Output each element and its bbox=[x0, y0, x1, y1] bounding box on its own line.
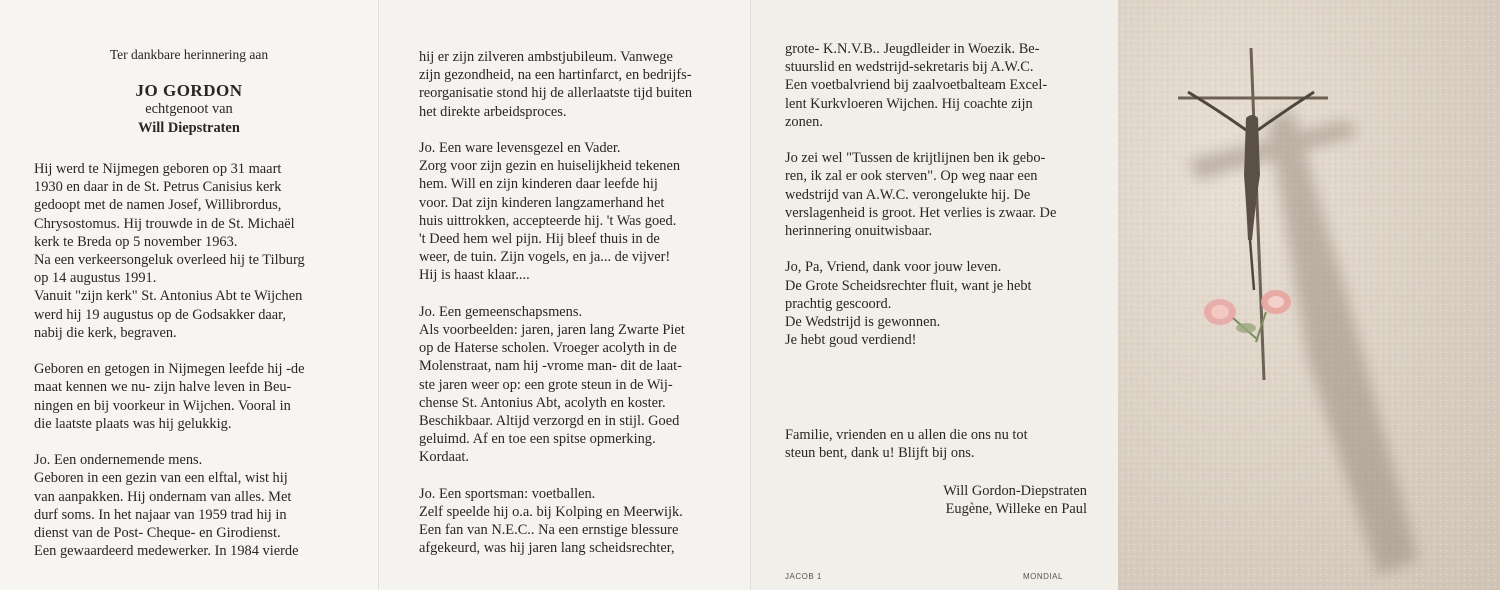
paragraph-spacer bbox=[34, 433, 336, 451]
text-line: reorganisatie stond hij de allerlaatste tijd buiten bbox=[419, 85, 693, 102]
text-line: gedoopt met de namen Josef, Willibrordus, bbox=[34, 197, 282, 214]
text-line: Een fan van N.E.C.. Na een ernstige blessure bbox=[419, 522, 679, 539]
paragraph-spacer bbox=[785, 131, 1087, 149]
text-line: prachtig gescoord. bbox=[785, 295, 892, 312]
text-line: wedstrijd van A.W.C. verongelukte hij. De bbox=[785, 186, 1031, 203]
text-line: Vanuit "zijn kerk" St. Antonius Abt te Wijchen bbox=[34, 288, 303, 305]
spouse-name: Will Diepstraten bbox=[138, 119, 240, 136]
text-line: Zelf speelde hij o.a. bij Kolping en Meerwijk. bbox=[419, 504, 683, 521]
text-line: Zorg voor zijn gezin en huiselijkheid tekenen bbox=[419, 158, 681, 175]
signature-line: Eugène, Willeke en Paul bbox=[945, 501, 1087, 518]
text-line: De Wedstrijd is gewonnen. bbox=[785, 314, 941, 331]
text-line: het direkte arbeidsproces. bbox=[419, 103, 567, 120]
text-line: Na een verkeersongeluk overleed hij te Tilburg bbox=[34, 252, 305, 269]
signature-block bbox=[785, 482, 1087, 518]
text-line: Chrysostomus. Hij trouwde in de St. Michaël bbox=[34, 215, 295, 232]
text-line: Je hebt goud verdiend! bbox=[785, 332, 917, 349]
thanks-line: steun bent, dank u! Blijft bij ons. bbox=[785, 445, 975, 462]
text-line: Een gewaardeerd medewerker. In 1984 vierde bbox=[34, 543, 299, 560]
paragraph-spacer bbox=[34, 342, 336, 360]
text-line: zijn gezondheid, na een hartinfarct, en bedrijfs- bbox=[419, 67, 692, 84]
card-panel-2 bbox=[378, 0, 750, 590]
biography-text-3 bbox=[785, 40, 1087, 349]
text-line: Geboren en getogen in Nijmegen leefde hij -de bbox=[34, 361, 305, 378]
text-line: op 14 augustus 1991. bbox=[34, 270, 157, 287]
intro-text: Ter dankbare herinnering aan bbox=[109, 47, 269, 62]
text-line: Hij is haast klaar.... bbox=[419, 267, 530, 284]
text-line: Geboren in een gezin van een elftal, wist hij bbox=[34, 470, 288, 487]
text-line: Jo. Een gemeenschapsmens. bbox=[419, 303, 583, 320]
text-line: grote- K.N.V.B.. Jeugdleider in Woezik. Be- bbox=[785, 41, 1040, 57]
paragraph-spacer bbox=[419, 467, 725, 485]
text-line: 't Deed hem wel pijn. Hij bleef thuis in de bbox=[419, 231, 660, 248]
text-line: Jo. Een sportsman: voetballen. bbox=[419, 485, 596, 502]
text-line: Molenstraat, nam hij -vrome man- dit de laat- bbox=[419, 358, 682, 375]
text-line: Hij werd te Nijmegen geboren op 31 maart bbox=[34, 161, 282, 177]
text-line: voor. Dat zijn kinderen langzamerhand het bbox=[419, 194, 665, 211]
card-panel-3 bbox=[750, 0, 1118, 590]
text-line: Jo, Pa, Vriend, dank voor jouw leven. bbox=[785, 259, 1002, 276]
text-line: die laatste plaats was hij gelukkig. bbox=[34, 415, 232, 432]
header-block bbox=[40, 46, 338, 137]
crucifix-photo bbox=[1118, 0, 1500, 590]
thanks-line: Familie, vrienden en u allen die ons nu tot bbox=[785, 427, 1028, 443]
text-line: kerk te Breda op 5 november 1963. bbox=[34, 233, 238, 250]
text-line: op de Haterse scholen. Vroeger acolyth in de bbox=[419, 340, 677, 357]
text-line: afgekeurd, was hij jaren lang scheidsrechter, bbox=[419, 540, 675, 557]
text-line: ningen en bij voorkeur in Wijchen. Vooral in bbox=[34, 397, 291, 414]
text-line: verslagenheid is groot. Het verlies is zwaar. De bbox=[785, 204, 1057, 221]
text-line: werd hij 19 augustus op de Godsakker daar, bbox=[34, 306, 286, 323]
text-line: Jo zei wel "Tussen de krijtlijnen ben ik gebo- bbox=[785, 150, 1046, 167]
text-line: geluimd. Af en toe een spitse opmerking. bbox=[419, 431, 656, 448]
text-line: zonen. bbox=[785, 113, 823, 130]
footer-brand: MONDIAL bbox=[1023, 572, 1063, 581]
text-line: chense St. Antonius Abt, acolyth en koster. bbox=[419, 394, 666, 411]
text-line: lent Kurkvloeren Wijchen. Hij coachte zijn bbox=[785, 95, 1033, 112]
paragraph-spacer bbox=[785, 240, 1087, 258]
text-line: Beschikbaar. Altijd verzorgd en in stijl. Goed bbox=[419, 413, 680, 430]
text-line: Jo. Een ondernemende mens. bbox=[34, 452, 203, 469]
paragraph-spacer bbox=[419, 121, 725, 139]
biography-text-1 bbox=[34, 160, 336, 560]
signature-line: Will Gordon-Diepstraten bbox=[943, 483, 1087, 499]
text-line: nabij die kerk, begraven. bbox=[34, 324, 177, 341]
crucifix-illustration bbox=[1118, 0, 1500, 590]
text-line: ste jaren weer op: een grote steun in de Wij- bbox=[419, 376, 673, 393]
text-line: stuurslid en wedstrijd-sekretaris bij A.W.C. bbox=[785, 59, 1034, 76]
text-line: hem. Will en zijn kinderen daar leefde hij bbox=[419, 176, 658, 193]
relation-text: echtgenoot van bbox=[145, 101, 233, 118]
text-line: weer, de tuin. Zijn vogels, en ja... de vijver! bbox=[419, 249, 671, 266]
text-line: ren, ik zal er ook sterven". Op weg naar een bbox=[785, 168, 1038, 185]
text-line: herinnering onuitwisbaar. bbox=[785, 223, 933, 240]
card-panel-1 bbox=[0, 0, 378, 590]
text-line: De Grote Scheidsrechter fluit, want je hebt bbox=[785, 277, 1032, 294]
text-line: Jo. Een ware levensgezel en Vader. bbox=[419, 140, 621, 156]
text-line: 1930 en daar in de St. Petrus Canisius kerk bbox=[34, 179, 282, 196]
text-line: Als voorbeelden: jaren, jaren lang Zwarte Piet bbox=[419, 322, 685, 339]
text-line: huis uittrokken, accepteerde hij. 't Was goed. bbox=[419, 212, 677, 229]
text-line: maat kennen we nu- zijn halve leven in Beu- bbox=[34, 379, 292, 396]
deceased-name: JO GORDON bbox=[135, 81, 243, 101]
text-line: dienst van de Post- Cheque- en Girodienst. bbox=[34, 525, 281, 542]
footer-code: JACOB 1 bbox=[785, 572, 822, 581]
thanks-text bbox=[785, 426, 1087, 462]
text-line: durf soms. In het najaar van 1959 trad hij in bbox=[34, 506, 287, 523]
paragraph-spacer bbox=[419, 285, 725, 303]
biography-text-2 bbox=[419, 48, 725, 558]
text-line: Een voetbalvriend bij zaalvoetbalteam Excel- bbox=[785, 77, 1048, 94]
text-line: van aanpakken. Hij ondernam van alles. Met bbox=[34, 488, 292, 505]
text-line: Kordaat. bbox=[419, 449, 469, 466]
text-line: hij er zijn zilveren ambstjubileum. Vanwege bbox=[419, 49, 673, 65]
